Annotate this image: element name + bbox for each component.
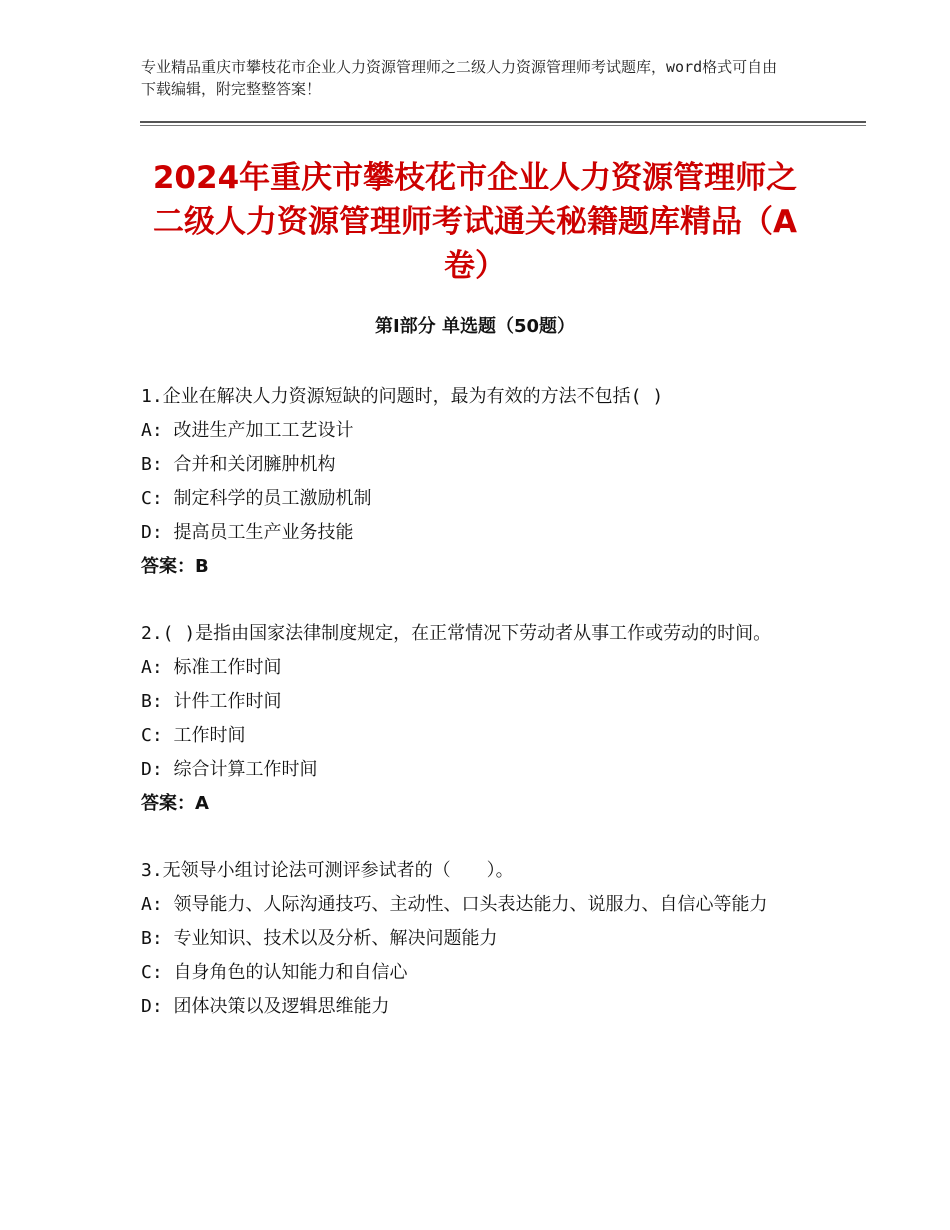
section-heading: 第Ⅰ部分 单选题（50题）: [374, 316, 575, 337]
option-b: B: 合并和关闭臃肿机构: [141, 454, 336, 475]
option-c: C: 制定科学的员工激励机制: [141, 488, 372, 509]
answer: 答案：B: [141, 556, 209, 577]
option-b: B: 计件工作时间: [141, 691, 282, 712]
answer: 答案：A: [141, 793, 209, 814]
option-c: C: 自身角色的认知能力和自信心: [141, 962, 408, 983]
option-a: A: 改进生产加工工艺设计: [141, 420, 354, 441]
question-1: [141, 380, 821, 584]
option-d: D: 提高员工生产业务技能: [141, 522, 354, 543]
option-a: A: 标准工作时间: [141, 657, 282, 678]
header-rule-thin: [140, 125, 866, 126]
option-b: B: 专业知识、技术以及分析、解决问题能力: [141, 928, 498, 949]
question-stem: 3.无领导小组讨论法可测评参试者的（ ）。: [141, 860, 514, 881]
question-3: [141, 854, 821, 1024]
option-d: D: 团体决策以及逻辑思维能力: [141, 996, 390, 1017]
question-2: [141, 617, 821, 821]
document-title: 2024年重庆市攀枝花市企业人力资源管理师之二级人力资源管理师考试通关秘籍题库精品（A卷）: [152, 160, 798, 284]
option-d: D: 综合计算工作时间: [141, 759, 318, 780]
question-list: [141, 380, 821, 1057]
question-stem: 2.( )是指由国家法律制度规定，在正常情况下劳动者从事工作或劳动的时间。: [141, 623, 772, 644]
option-c: C: 工作时间: [141, 725, 246, 746]
question-stem: 1.企业在解决人力资源短缺的问题时，最为有效的方法不包括( ): [141, 386, 664, 407]
header-rule-thick: [140, 121, 866, 123]
option-a: A: 领导能力、人际沟通技巧、主动性、口头表达能力、说服力、自信心等能力: [141, 894, 768, 915]
header-note: 专业精品重庆市攀枝花市企业人力资源管理师之二级人力资源管理师考试题库，word格式可自由下载编辑，附完整整答案！: [141, 58, 778, 98]
